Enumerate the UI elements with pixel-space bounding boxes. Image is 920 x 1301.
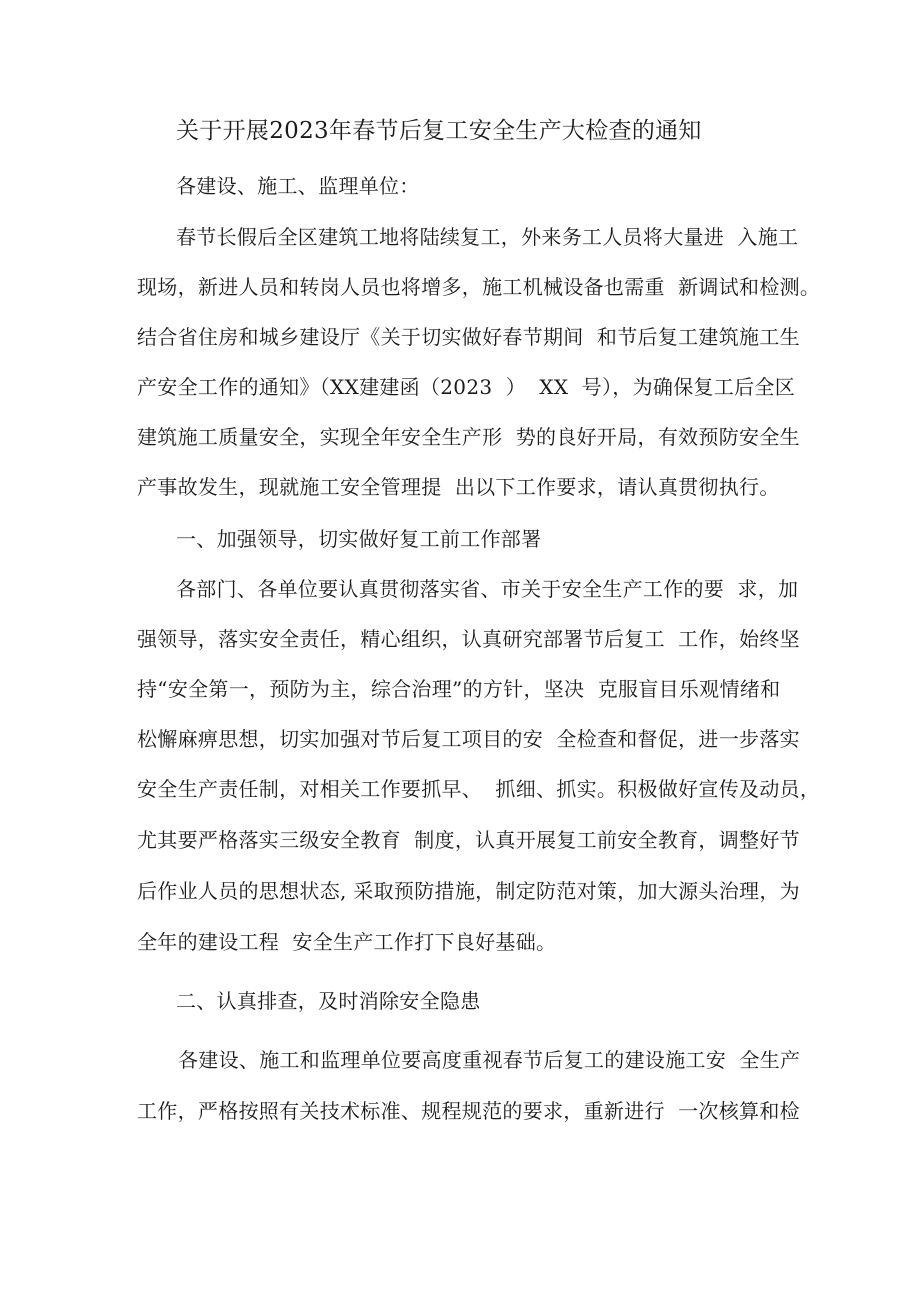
paragraph-line: 结合省住房和城乡建设厅《关于切实做好春节期间 和节后复工建筑施工生 bbox=[137, 325, 800, 349]
paragraph-line: 持“安全第一，预防为主，综合治理”的方针，坚决 克服盲目乐观情绪和 bbox=[137, 677, 781, 701]
document-title: 关于开展2023年春节后复工安全生产大检查的通知 bbox=[176, 118, 702, 144]
paragraph-line: 各部门、各单位要认真贯彻落实省、市关于安全生产工作的要 求，加 bbox=[176, 577, 799, 601]
paragraph-line: 松懈麻痹思想，切实加强对节后复工项目的安 全检查和督促，进一步落实 bbox=[137, 727, 800, 751]
paragraph-line: 全年的建设工程 安全生产工作打下良好基础。 bbox=[137, 930, 557, 954]
section-heading-1: 一、加强领导，切实做好复工前工作部署 bbox=[176, 527, 542, 551]
paragraph-line: 建筑施工质量安全，实现全年安全生产形 势的良好开局，有效预防安全生 bbox=[137, 425, 800, 449]
paragraph-line: 尤其要严格落实三级安全教育 制度，认真开展复工前安全教育，调整好节 bbox=[137, 828, 800, 852]
paragraph-line: 强领导，落实安全责任，精心组织，认真研究部署节后复工 工作，始终坚 bbox=[137, 627, 800, 651]
paragraph-line: 各建设、施工和监理单位要高度重视春节后复工的建设施工安 全生产 bbox=[178, 1048, 801, 1072]
paragraph-line: 后作业人员的思想状态, 采取预防措施，制定防范对策，加大源头治理，为 bbox=[137, 879, 800, 903]
paragraph-line: 产安全工作的通知》（XX建建函（2023 ） XX 号），为确保复工后全区 bbox=[137, 375, 795, 399]
salutation: 各建设、施工、监理单位： bbox=[176, 174, 420, 198]
section-heading-2: 二、认真排查，及时消除安全隐患 bbox=[176, 989, 481, 1013]
paragraph-line: 现场，新进人员和转岗人员也将增多，施工机械设备也需重 新调试和检测。 bbox=[137, 275, 821, 299]
paragraph-line: 工作，严格按照有关技术标准、规程规范的要求，重新进行 一次核算和检 bbox=[137, 1099, 800, 1123]
paragraph-line: 安全生产责任制，对相关工作要抓早、 抓细、抓实。积极做好宣传及动员， bbox=[137, 777, 821, 801]
paragraph-line: 春节长假后全区建筑工地将陆续复工，外来务工人员将大量进 入施工 bbox=[176, 225, 799, 249]
paragraph-line: 产事故发生，现就施工安全管理提 出以下工作要求，请认真贯彻执行。 bbox=[137, 475, 780, 499]
